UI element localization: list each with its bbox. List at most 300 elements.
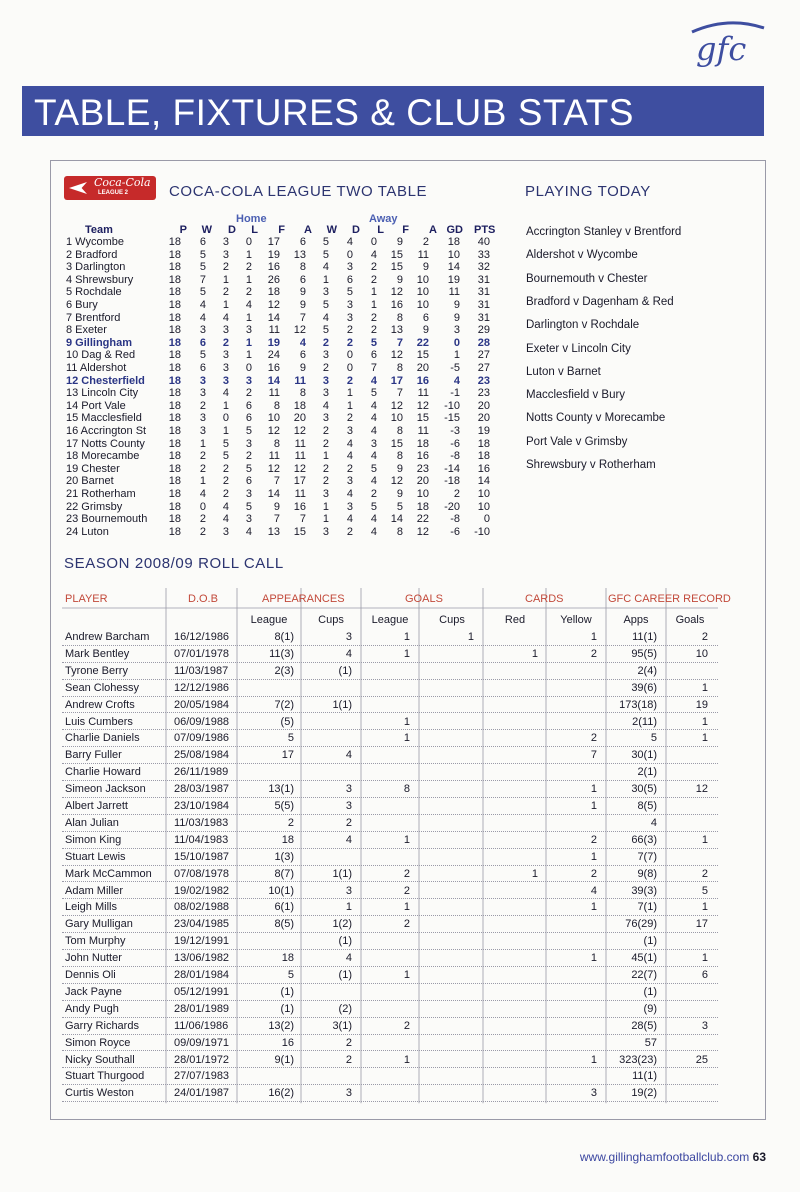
league-cell: 1 <box>322 273 329 286</box>
league-col-header: L <box>377 224 384 236</box>
league-cell: 18 <box>168 450 181 463</box>
player-stat: 2 <box>345 1036 352 1049</box>
league-cell: 1 <box>322 513 329 526</box>
league-cell: 5 <box>322 248 329 261</box>
league-cell: 2 <box>322 336 329 349</box>
league-cell: 1 <box>245 349 252 362</box>
league-cell: -20 <box>444 500 460 513</box>
league-row <box>64 488 494 501</box>
player-stat: 4 <box>345 647 352 660</box>
league-cell: 5 <box>245 425 252 437</box>
league-cell: 18 <box>168 425 181 437</box>
league-cell: 4 <box>222 311 229 324</box>
player-stat: 2 <box>403 918 410 931</box>
player-dob: 28/01/1989 <box>174 1002 230 1015</box>
league-cell: 1 <box>245 248 252 261</box>
league-cell: 18 <box>168 236 181 248</box>
league-cell: 5 <box>322 299 329 311</box>
league-cell: 4 <box>370 399 377 412</box>
player-stat: 7(2) <box>274 698 294 711</box>
league-cell: 8 <box>396 450 403 463</box>
player-row <box>62 697 718 714</box>
player-stat: 3 <box>345 631 352 643</box>
footer-url: www.gillinghamfootballclub.com <box>579 1150 750 1164</box>
league-team-name: 19 Chester <box>66 462 120 475</box>
league-cell: 2 <box>453 488 460 500</box>
player-stat: 1 <box>403 901 410 914</box>
league-cell: 3 <box>199 387 206 400</box>
player-stat: 4 <box>650 816 657 829</box>
league-cell: 14 <box>390 513 403 526</box>
league-row <box>64 400 494 413</box>
league-cell: 22 <box>416 336 429 349</box>
league-cell: 22 <box>416 513 429 526</box>
league-cell: 3 <box>322 488 329 500</box>
league-cell: 23 <box>477 374 490 387</box>
player-stat: 4 <box>590 884 597 897</box>
league-cell: 10 <box>477 500 490 513</box>
player-stat: 10 <box>695 647 708 660</box>
league-table-title: COCA-COLA LEAGUE TWO TABLE <box>169 183 428 200</box>
league-cell: 3 <box>245 374 252 387</box>
roll-call-group-header: PLAYER <box>65 593 108 605</box>
league-cell: 20 <box>416 362 429 374</box>
player-name: Leigh Mills <box>65 901 117 914</box>
player-name: John Nutter <box>65 952 122 965</box>
player-dob: 28/01/1984 <box>174 969 230 981</box>
player-row <box>62 1052 718 1069</box>
league-cell: 2 <box>346 324 353 337</box>
league-cell: 0 <box>483 513 490 526</box>
league-cell: 3 <box>222 525 229 538</box>
league-cell: -8 <box>450 513 460 526</box>
league-cell: 2 <box>222 462 229 475</box>
league-cell: 3 <box>346 475 353 488</box>
coca-cola-league-badge <box>64 176 156 200</box>
league-cell: 18 <box>168 462 181 475</box>
league-cell: 23 <box>477 387 490 400</box>
league-cell: 18 <box>168 324 181 337</box>
league-row <box>64 299 494 312</box>
league-team-name: 3 Darlington <box>66 261 126 274</box>
league-cell: -15 <box>444 412 460 425</box>
club-logo <box>688 18 768 68</box>
league-cell: 14 <box>477 475 490 488</box>
roll-call-sub-header: Apps <box>623 614 649 626</box>
player-stat: 1 <box>403 631 410 643</box>
league-cell: 4 <box>346 450 353 463</box>
league-cell: 2 <box>370 311 377 324</box>
league-cell: 5 <box>370 500 377 513</box>
league-cell: 3 <box>199 324 206 337</box>
league-cell: 12 <box>267 462 280 475</box>
league-cell: 12 <box>267 299 280 311</box>
league-cell: 11 <box>268 387 280 400</box>
player-dob: 11/06/1986 <box>174 1019 229 1032</box>
player-stat: 7(1) <box>637 901 657 914</box>
league-row <box>64 362 494 375</box>
player-stat: 9(1) <box>274 1053 294 1066</box>
league-team-name: 18 Morecambe <box>66 450 140 463</box>
league-cell: -14 <box>444 462 460 475</box>
player-stat: 30(1) <box>631 749 657 762</box>
league-cell: 11 <box>294 374 306 387</box>
player-row <box>62 764 718 781</box>
roll-call-group-header: GFC CAREER RECORD <box>608 593 731 605</box>
player-row <box>62 1035 718 1052</box>
player-stat: 1 <box>345 901 352 914</box>
player-dob: 09/09/1971 <box>174 1036 230 1049</box>
league-cell: 20 <box>477 399 490 412</box>
league-cell: 3 <box>322 349 329 362</box>
player-name: Charlie Howard <box>65 766 141 779</box>
league-cell: 7 <box>199 273 206 286</box>
league-cell: 3 <box>199 374 206 387</box>
player-stat: 2(11) <box>632 715 657 728</box>
league-cell: 2 <box>199 462 206 475</box>
league-cell: 2 <box>422 236 429 248</box>
league-cell: 18 <box>168 525 181 538</box>
league-cell: 31 <box>477 299 490 311</box>
league-cell: 2 <box>322 462 329 475</box>
league-cell: 12 <box>390 286 403 299</box>
league-cell: 18 <box>168 374 181 387</box>
player-stat: 8(5) <box>637 800 657 812</box>
player-dob: 12/12/1986 <box>174 681 230 694</box>
league-cell: 20 <box>416 475 429 488</box>
league-cell: 0 <box>346 362 353 374</box>
league-cell: 5 <box>370 462 377 475</box>
league-cell: 19 <box>267 248 280 261</box>
league-cell: 2 <box>370 324 377 337</box>
league-cell: 5 <box>245 462 252 475</box>
player-stat: 22(7) <box>631 969 657 981</box>
league-cell: 27 <box>477 349 490 362</box>
league-cell: 18 <box>168 349 181 362</box>
player-stat: 1 <box>590 901 597 914</box>
league-cell: 4 <box>370 450 377 463</box>
league-cell: 14 <box>267 488 280 500</box>
league-cell: 3 <box>222 324 229 337</box>
league-cell: 6 <box>346 273 353 286</box>
player-stat: (1) <box>338 664 352 677</box>
player-dob: 28/01/1972 <box>174 1053 230 1066</box>
league-team-name: 21 Rotherham <box>66 488 136 500</box>
player-dob: 25/08/1984 <box>174 749 230 762</box>
league-cell: 1 <box>245 311 252 324</box>
player-stat: 1 <box>701 833 708 846</box>
league-col-header: Team <box>85 224 113 236</box>
league-cell: 1 <box>346 399 353 412</box>
league-cell: 11 <box>448 286 460 299</box>
league-team-name: 6 Bury <box>66 299 98 311</box>
league-cell: 3 <box>222 248 229 261</box>
roll-call-sub-header: Red <box>504 614 526 626</box>
player-stat: 2 <box>345 816 352 829</box>
player-stat: 1 <box>590 783 597 796</box>
fixture-item: Accrington Stanley v Brentford <box>526 226 682 238</box>
league-cell: 1 <box>245 273 252 286</box>
league-col-header: D <box>352 224 360 236</box>
player-stat: 10(1) <box>268 884 294 897</box>
player-stat: 6(1) <box>274 901 294 914</box>
league-cell: 9 <box>396 488 403 500</box>
league-col-header: L <box>251 224 258 236</box>
league-cell: 3 <box>370 437 377 450</box>
league-cell: 18 <box>168 273 181 286</box>
player-stat: 18 <box>281 952 294 965</box>
roll-call-sub-header: Cups <box>318 614 344 626</box>
league-col-header: F <box>402 224 409 236</box>
league-cell: 6 <box>422 311 429 324</box>
league-cell: 2 <box>370 261 377 274</box>
league-cell: 0 <box>370 236 377 248</box>
league-col-header: GD <box>446 224 463 236</box>
league-cell: 4 <box>222 387 229 400</box>
player-stat: 7 <box>590 749 597 762</box>
fixture-item: Bournemouth v Chester <box>526 272 648 285</box>
league-cell: 19 <box>447 273 460 286</box>
league-cell: 6 <box>299 273 306 286</box>
league-cell: 8 <box>396 311 403 324</box>
league-team-name: 10 Dag & Red <box>66 349 136 362</box>
player-stat: 3 <box>345 783 352 796</box>
player-row <box>62 781 718 798</box>
league-cell: 10 <box>416 488 429 500</box>
player-dob: 11/03/1987 <box>174 664 229 677</box>
player-name: Alan Julian <box>65 816 119 829</box>
player-row <box>62 899 718 916</box>
league-cell: 3 <box>322 525 329 538</box>
player-stat: 9(8) <box>637 867 657 880</box>
player-stat: 19(2) <box>631 1087 657 1100</box>
player-name: Albert Jarrett <box>65 800 128 812</box>
league-cell: 2 <box>245 261 252 274</box>
player-dob: 28/03/1987 <box>174 783 230 796</box>
league-team-name: 22 Grimsby <box>66 500 123 513</box>
player-dob: 11/03/1983 <box>174 816 229 829</box>
league-cell: 2 <box>322 475 329 488</box>
league-row <box>64 349 494 362</box>
player-stat: (5) <box>280 715 294 728</box>
league-cell: 11 <box>294 488 306 500</box>
player-stat: (9) <box>643 1002 657 1015</box>
league-cell: 12 <box>293 425 306 437</box>
league-cell: 1 <box>346 387 353 400</box>
league-cell: 9 <box>299 286 306 299</box>
player-dob: 24/01/1987 <box>174 1087 230 1100</box>
league-cell: 18 <box>168 513 181 526</box>
player-stat: 2 <box>403 867 410 880</box>
league-team-name: 13 Lincoln City <box>66 387 139 400</box>
player-stat: 1 <box>701 952 708 965</box>
league-cell: 0 <box>222 412 229 425</box>
league-cell: 18 <box>168 412 181 425</box>
player-stat: 13(2) <box>268 1019 294 1032</box>
league-cell: 1 <box>222 399 229 412</box>
player-dob: 20/05/1984 <box>174 698 230 711</box>
league-cell: 4 <box>453 374 460 387</box>
player-stat: 1(3) <box>274 850 294 863</box>
league-cell: 3 <box>322 286 329 299</box>
player-stat: 3 <box>345 800 352 812</box>
player-stat: 2 <box>403 884 410 897</box>
league-cell: 14 <box>267 311 280 324</box>
player-stat: 5 <box>701 884 708 897</box>
league-cell: 18 <box>168 500 181 513</box>
player-stat: 1 <box>590 800 597 812</box>
league-cell: 5 <box>222 437 229 450</box>
player-stat: (2) <box>338 1002 352 1015</box>
player-stat: 39(3) <box>631 884 657 897</box>
league-cell: 9 <box>299 362 306 374</box>
player-dob: 19/12/1991 <box>174 935 230 948</box>
league-cell: 31 <box>477 273 490 286</box>
league-cell: 4 <box>370 525 377 538</box>
league-cell: 7 <box>370 362 377 374</box>
player-stat: 1 <box>590 952 597 965</box>
player-row <box>62 815 718 832</box>
league-cell: 4 <box>322 311 329 324</box>
league-cell: 5 <box>245 500 252 513</box>
player-row <box>62 629 718 646</box>
league-cell: 11 <box>268 324 280 337</box>
player-stat: 1 <box>403 1053 410 1066</box>
player-row <box>62 680 718 697</box>
roll-call-sub-header: Yellow <box>560 614 592 626</box>
league-cell: 1 <box>370 286 377 299</box>
league-cell: 4 <box>322 399 329 412</box>
player-stat: (1) <box>643 985 657 998</box>
player-stat: 8(7) <box>274 867 294 880</box>
player-dob: 06/09/1988 <box>174 715 230 728</box>
league-cell: 1 <box>245 336 252 349</box>
league-cell: -10 <box>474 525 490 538</box>
league-cell: 0 <box>199 500 206 513</box>
player-stat: 16(2) <box>268 1087 294 1100</box>
player-stat: 1 <box>701 681 708 694</box>
league-cell: -6 <box>450 525 460 538</box>
player-dob: 27/07/1983 <box>174 1070 230 1083</box>
player-stat: 1(2) <box>332 918 352 931</box>
league-cell: 1 <box>322 500 329 513</box>
league-cell: -6 <box>450 437 460 450</box>
roll-call-group-header: GOALS <box>405 593 443 605</box>
league-cell: 2 <box>222 286 229 299</box>
league-cell: 2 <box>222 336 229 349</box>
league-team-name: 9 Gillingham <box>66 336 133 349</box>
player-row <box>62 933 718 950</box>
player-stat: 39(6) <box>631 681 657 694</box>
league-cell: 2 <box>222 488 229 500</box>
player-name: Barry Fuller <box>65 749 122 762</box>
player-name: Andy Pugh <box>65 1002 119 1015</box>
league-row <box>64 387 494 400</box>
player-name: Garry Richards <box>65 1019 139 1032</box>
league-cell: 16 <box>293 500 306 513</box>
league-cell: 1 <box>199 475 206 488</box>
league-cell: 2 <box>222 261 229 274</box>
player-row <box>62 714 718 731</box>
player-stat: 1 <box>701 901 708 914</box>
league-row <box>64 261 494 274</box>
league-cell: 4 <box>199 488 206 500</box>
league-cell: 14 <box>447 261 460 274</box>
player-row <box>62 849 718 866</box>
player-stat: 1 <box>701 732 708 745</box>
player-stat: 45(1) <box>631 952 657 965</box>
league-row <box>64 526 494 539</box>
league-cell: 1 <box>222 299 229 311</box>
league-col-header: W <box>201 224 212 236</box>
league-cell: -1 <box>450 387 460 400</box>
league-cell: 5 <box>199 248 206 261</box>
player-stat: 1 <box>701 715 708 728</box>
league-cell: 6 <box>245 412 252 425</box>
fixture-item: Bradford v Dagenham & Red <box>526 295 674 308</box>
player-stat: 1 <box>403 715 410 728</box>
league-cell: 10 <box>416 273 429 286</box>
league-cell: 3 <box>245 437 252 450</box>
league-cell: 3 <box>322 387 329 400</box>
league-cell: 2 <box>370 488 377 500</box>
league-cell: 31 <box>477 311 490 324</box>
league-cell: 9 <box>453 299 460 311</box>
fixture-item: Notts County v Morecambe <box>526 412 666 425</box>
player-stat: 3 <box>701 1019 708 1032</box>
player-stat: 3 <box>345 1087 352 1100</box>
player-stat: 3(1) <box>332 1019 352 1032</box>
player-dob: 08/02/1988 <box>174 901 230 914</box>
league-row <box>64 249 494 262</box>
league-cell: 8 <box>299 261 306 274</box>
player-dob: 23/10/1984 <box>174 800 230 812</box>
player-stat: 1 <box>531 867 538 880</box>
player-stat: 7(7) <box>637 850 657 863</box>
league-cell: 0 <box>453 336 460 349</box>
league-cell: 4 <box>370 475 377 488</box>
league-cell: 2 <box>245 387 252 400</box>
league-cell: 3 <box>222 236 229 248</box>
league-cell: 6 <box>299 236 306 248</box>
player-stat: 1 <box>403 647 410 660</box>
player-row <box>62 967 718 984</box>
league-team-name: 24 Luton <box>66 525 109 538</box>
league-cell: 3 <box>346 299 353 311</box>
league-cell: 12 <box>416 399 429 412</box>
league-cell: 4 <box>299 336 306 349</box>
player-stat: 2 <box>590 732 597 745</box>
league-row <box>64 501 494 514</box>
player-stat: 323(23) <box>619 1053 657 1066</box>
player-stat: (1) <box>280 985 294 998</box>
player-stat: 4 <box>345 952 352 965</box>
badge-brand: Coca-Cola <box>94 176 151 189</box>
league-row <box>64 324 494 337</box>
league-cell: 4 <box>199 299 206 311</box>
league-cell: 26 <box>267 273 280 286</box>
player-stat: 8(1) <box>274 631 294 643</box>
league-cell: 12 <box>390 399 403 412</box>
league-cell: 31 <box>477 286 490 299</box>
league-cell: 15 <box>390 261 403 274</box>
league-team-name: 4 Shrewsbury <box>66 273 134 286</box>
player-name: Curtis Weston <box>65 1087 134 1100</box>
league-team-name: 20 Barnet <box>66 475 114 488</box>
player-stat: 4 <box>345 833 352 846</box>
league-cell: -10 <box>444 399 460 412</box>
league-cell: 2 <box>346 525 353 538</box>
